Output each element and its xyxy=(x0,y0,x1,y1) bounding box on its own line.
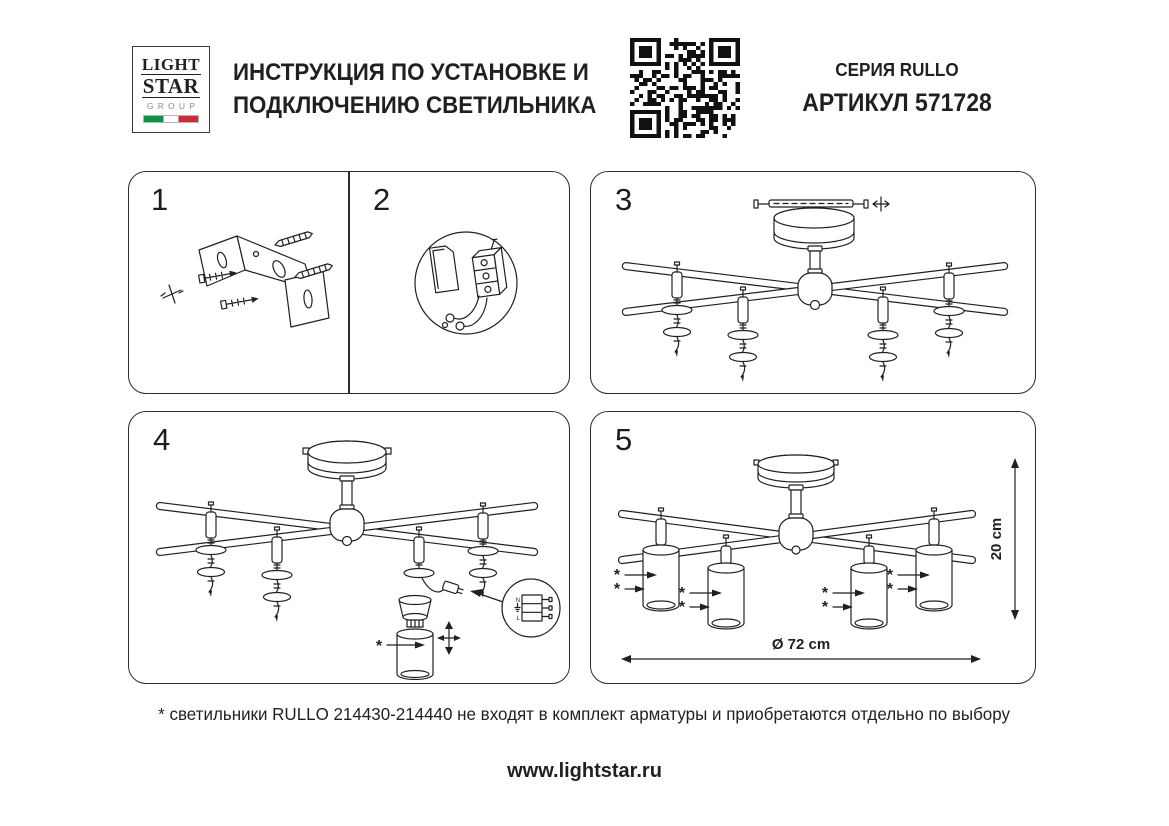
terminal-l-label: L xyxy=(516,616,520,622)
terminal-block-drawing xyxy=(349,172,568,390)
step-panel-5 xyxy=(590,411,1036,684)
step-panel-4 xyxy=(128,411,570,684)
screw-icon xyxy=(873,197,889,211)
step-number-2: 2 xyxy=(373,182,391,217)
stem xyxy=(789,485,803,518)
page-title xyxy=(233,56,596,122)
step-number-4: 4 xyxy=(153,422,171,457)
assembled-chandelier-drawing xyxy=(591,412,1032,680)
italian-flag-bar xyxy=(143,115,199,123)
terminal-n-label: N xyxy=(515,598,520,604)
article-label: АРТИКУЛ 571728 xyxy=(802,89,992,117)
central-hub xyxy=(779,518,813,554)
asterisk-marker: * xyxy=(613,567,621,584)
step-number-3: 3 xyxy=(615,182,633,217)
website-url: www.lightstar.ru xyxy=(507,760,662,782)
screw-icon xyxy=(161,285,183,303)
junction-cover xyxy=(430,245,459,293)
title-line-1: ИНСТРУКЦИЯ ПО УСТАНОВКЕ И xyxy=(233,59,589,86)
height-label: 20 cm xyxy=(988,517,1005,561)
asterisk-marker: * xyxy=(886,581,894,598)
logo-star: STAR xyxy=(142,74,200,98)
asterisk-marker: * xyxy=(375,638,383,655)
lamp-holder xyxy=(399,596,431,628)
mounting-bracket-drawing xyxy=(129,172,348,390)
step-panel-3 xyxy=(590,171,1036,394)
ceiling-canopy xyxy=(303,441,391,479)
lightstar-logo xyxy=(132,46,210,133)
chandelier-frame-drawing xyxy=(591,172,1032,390)
diameter-label: Ø 72 cm xyxy=(771,636,831,653)
wires xyxy=(443,296,488,330)
step-panel-1-2 xyxy=(128,171,570,394)
logo-group: GROUP xyxy=(146,101,200,111)
move-arrows-icon xyxy=(437,621,461,655)
step-number-5: 5 xyxy=(615,422,633,457)
stem xyxy=(808,246,822,273)
asterisk-marker: * xyxy=(821,599,829,616)
asterisk-marker: * xyxy=(613,581,621,598)
product-info xyxy=(757,60,1037,118)
height-dimension xyxy=(988,458,1019,620)
stem xyxy=(340,476,354,509)
shade-cylinder xyxy=(397,629,433,680)
chandelier-wiring-drawing xyxy=(129,412,566,680)
title-line-2: ПОДКЛЮЧЕНИЮ СВЕТИЛЬНИКА xyxy=(233,92,597,119)
diameter-dimension xyxy=(621,636,981,663)
asterisk-marker: * xyxy=(821,585,829,602)
logo-light: LIGHT xyxy=(141,55,201,74)
ceiling-canopy xyxy=(754,455,838,488)
series-label: СЕРИЯ RULLO xyxy=(835,60,959,80)
bracket-plates xyxy=(199,236,329,327)
qr-code-icon xyxy=(630,38,740,138)
central-hub xyxy=(798,273,832,310)
central-hub xyxy=(330,509,364,546)
step-number-1: 1 xyxy=(151,182,169,217)
ceiling-canopy xyxy=(774,208,854,249)
asterisk-marker: * xyxy=(678,585,686,602)
asterisk-marker: * xyxy=(886,567,894,584)
footnote: * светильники RULLO 214430-214440 не входят в комплект арматуры и приобретаются отдельно по выбору xyxy=(158,704,1011,724)
asterisk-marker: * xyxy=(678,599,686,616)
